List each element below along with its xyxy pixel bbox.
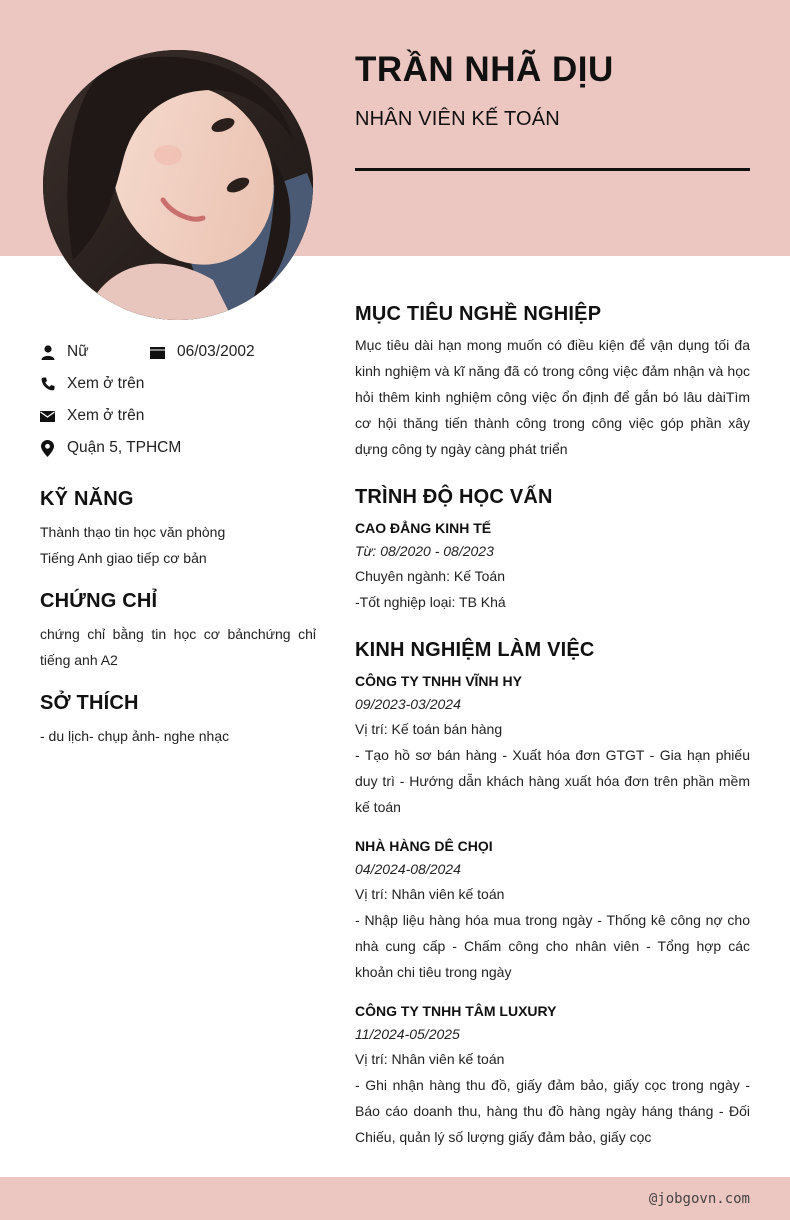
objective-title: MỤC TIÊU NGHỀ NGHIỆP [355, 303, 602, 325]
education-title: TRÌNH ĐỘ HỌC VẤN [355, 486, 553, 508]
gender-value: Nữ [67, 343, 89, 360]
footer-band [0, 1177, 790, 1220]
footer-watermark: @jobgovn.com [648, 1191, 750, 1207]
job-position: Vị trí: Kế toán bán hàng [355, 721, 503, 737]
location-pin-icon [40, 441, 55, 456]
address-row [40, 439, 181, 457]
job-company: CÔNG TY TNHH TÂM LUXURY [355, 1003, 557, 1019]
birthday-row [150, 343, 255, 361]
certificates-title: CHỨNG CHỈ [40, 590, 158, 612]
calendar-icon [150, 345, 165, 360]
candidate-name: TRẦN NHÃ DỊU [355, 50, 614, 89]
job-description: - Nhập liệu hàng hóa mua trong ngày - Thống kê công nợ cho nhà cung cấp - Chấm công cho nhân viên - Tổng hợp các khoản chi tiêu trong ngày [355, 912, 750, 980]
email-row [40, 407, 144, 425]
job-position: Vị trí: Nhân viên kế toán [355, 886, 505, 902]
job-company: NHÀ HÀNG DÊ CHỌI [355, 838, 493, 854]
email-value: Xem ở trên [67, 407, 145, 424]
job-description: - Tạo hồ sơ bán hàng - Xuất hóa đơn GTGT - Gia hạn phiếu duy trì - Hướng dẫn khách hàng xuất hóa đơn trên phần mềm kế toán [355, 747, 750, 815]
job-company: CÔNG TY TNHH VĨNH HY [355, 673, 522, 689]
phone-icon [40, 377, 55, 392]
person-icon [40, 345, 55, 360]
job-period: 09/2023-03/2024 [355, 696, 461, 712]
birthday-value: 06/03/2002 [177, 343, 255, 360]
job-description: - Ghi nhận hàng thu đồ, giấy đảm bảo, giấy cọc trong ngày - Báo cáo doanh thu, hàng thu đồ hàng ngày háng tháng - Đối Chiếu, quản lý số lượng giấy đảm bảo, giấy cọc [355, 1077, 750, 1145]
job-period: 04/2024-08/2024 [355, 861, 461, 877]
title-divider [355, 168, 750, 171]
education-major: Chuyên ngành: Kế Toán [355, 568, 505, 584]
gender-row [40, 343, 89, 361]
profile-photo [43, 50, 313, 320]
certificates-text: chứng chỉ bằng tin học cơ bảnchứng chỉ tiếng anh A2 [40, 626, 316, 668]
skill-item: Thành thạo tin học văn phòng [40, 524, 226, 540]
experience-title: KINH NGHIỆM LÀM VIỆC [355, 639, 595, 661]
email-icon [40, 409, 55, 424]
job-period: 11/2024-05/2025 [355, 1026, 460, 1042]
hobbies-title: SỞ THÍCH [40, 692, 139, 714]
education-period: Từ: 08/2020 - 08/2023 [355, 543, 494, 559]
job-title: NHÂN VIÊN KẾ TOÁN [355, 108, 560, 130]
phone-value: Xem ở trên [67, 375, 145, 392]
skill-item: Tiếng Anh giao tiếp cơ bản [40, 550, 207, 566]
hobbies-text: - du lịch- chụp ảnh- nghe nhạc [40, 728, 230, 744]
address-value: Quận 5, TPHCM [67, 439, 182, 456]
skills-title: KỸ NĂNG [40, 488, 134, 510]
education-school: CAO ĐẲNG KINH TẾ [355, 520, 492, 536]
objective-text: Mục tiêu dài hạn mong muốn có điều kiện để vận dụng tối đa kinh nghiệm và kĩ năng đã có trong công việc đảm nhận và học hỏi thêm kinh nghiệm công việc ổn định để gắn bó lâu dàiTìm cơ hội thăng tiến thành công trong công việc góp phần xây dựng công ty ngày càng phát triển [355, 337, 750, 457]
job-position: Vị trí: Nhân viên kế toán [355, 1051, 505, 1067]
education-grade: -Tốt nghiệp loại: TB Khá [355, 594, 506, 610]
phone-row [40, 375, 144, 393]
